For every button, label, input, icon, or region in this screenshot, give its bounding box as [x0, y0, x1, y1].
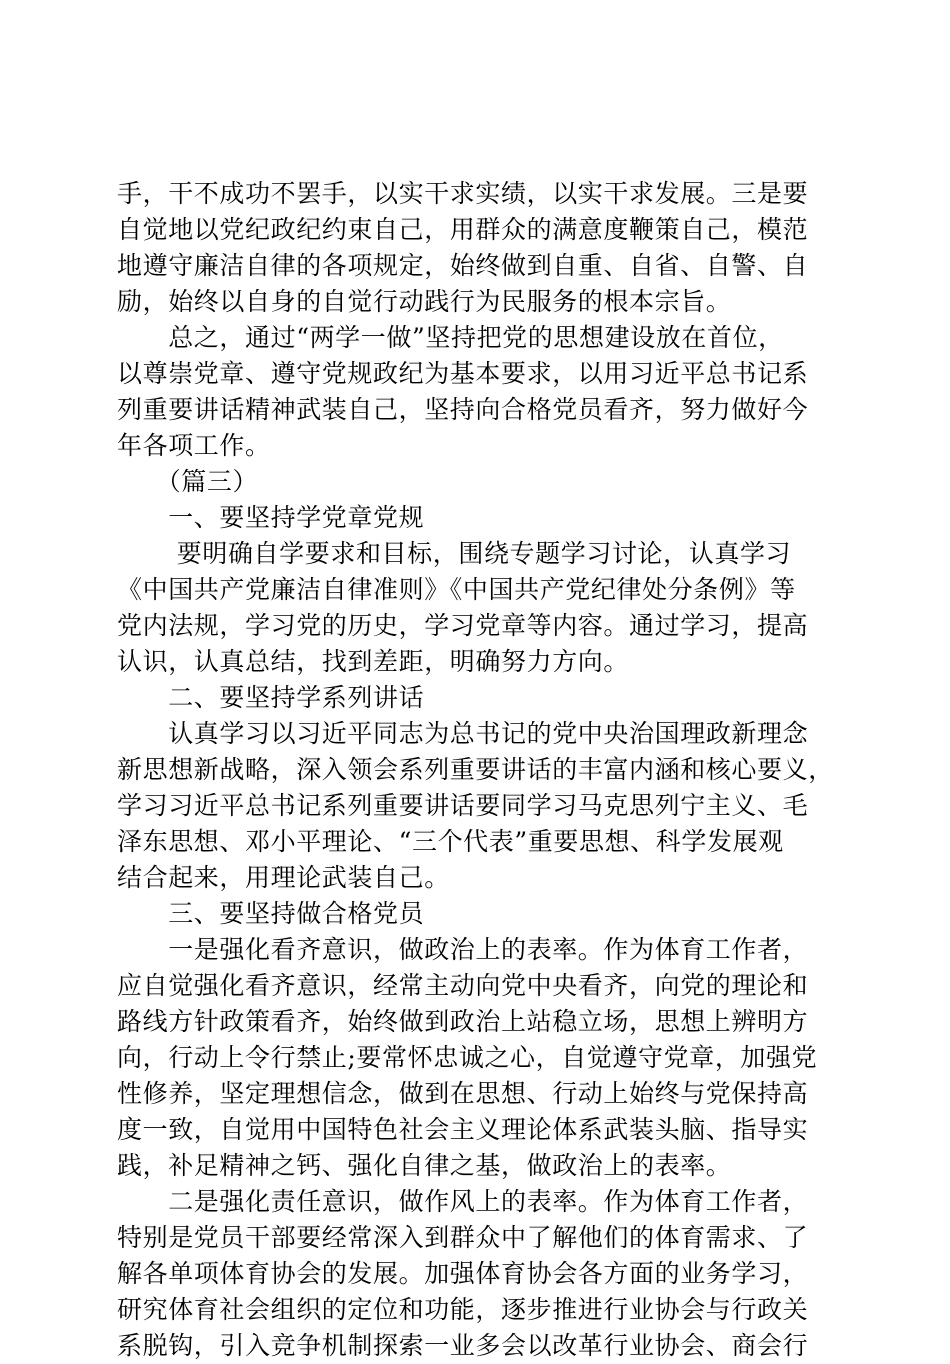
text-line-4: 励，始终以自身的自觉行动践行为民服务的根本宗旨。 [117, 287, 732, 316]
text-line-6: 以尊崇党章、遵守党规政纪为基本要求，以用习近平总书记系 [117, 359, 809, 388]
text-line-29: 二是强化责任意识，做作风上的表率。作为体育工作者， [117, 1187, 809, 1216]
text-line-1: 手，干不成功不罢手，以实干求实绩，以实干求发展。三是要 [117, 179, 809, 208]
text-line-11: 要明确自学要求和目标，围绕专题学习讨论，认真学习 [117, 539, 792, 568]
section-heading-3: 三、要坚持做合格党员 [117, 899, 425, 928]
text-line-2: 自觉地以党纪政纪约束自己，用群众的满意度鞭策自己，模范 [117, 215, 809, 244]
text-line-16: 认真学习以习近平同志为总书记的党中央治国理政新理念 [117, 719, 809, 748]
text-line-23: 应自觉强化看齐意识，经常主动向党中央看齐，向党的理论和 [117, 971, 809, 1000]
text-line-18: 学习习近平总书记系列重要讲话要同学习马克思列宁主义、毛 [117, 791, 809, 820]
text-line-14: 认识，认真总结，找到差距，明确努力方向。 [117, 647, 630, 676]
text-line-24: 路线方针政策看齐，始终做到政治上站稳立场，思想上辨明方 [117, 1007, 809, 1036]
text-line-32: 研究体育社会组织的定位和功能，逐步推进行业协会与行政关 [117, 1295, 809, 1324]
text-line-12: 《中国共产党廉洁自律准则》《中国共产党纪律处分条例》等 [117, 575, 796, 604]
section-heading-1: 一、要坚持学党章党规 [117, 503, 425, 532]
text-line-27: 度一致，自觉用中国特色社会主义理论体系武装头脑、指导实 [117, 1115, 809, 1144]
section-heading-2: 二、要坚持学系列讲话 [117, 683, 425, 712]
text-line-25: 向，行动上令行禁止;要常怀忠诚之心，自觉遵守党章，加强党 [117, 1043, 818, 1072]
text-line-30: 特别是党员干部要经常深入到群众中了解他们的体育需求、了 [117, 1223, 809, 1252]
text-line-17: 新思想新战略，深入领会系列重要讲话的丰富内涵和核心要义， [117, 755, 834, 784]
text-line-26: 性修养，坚定理想信念，做到在思想、行动上始终与党保持高 [117, 1079, 809, 1108]
text-line-31: 解各单项体育协会的发展。加强体育协会各方面的业务学习， [117, 1259, 809, 1288]
text-line-33: 系脱钩，引入竞争机制探索一业多会以改革行业协会、商会行 [117, 1331, 809, 1360]
section-heading-pian-san: （篇三） [117, 467, 259, 496]
text-line-20: 结合起来，用理论武装自己。 [117, 863, 450, 892]
text-line-13: 党内法规，学习党的历史，学习党章等内容。通过学习，提高 [117, 611, 809, 640]
text-line-19: 泽东思想、邓小平理论、“三个代表”重要思想、科学发展观 [117, 827, 784, 856]
text-line-5: 总之，通过“两学一做”坚持把党的思想建设放在首位， [117, 323, 784, 352]
text-line-28: 践，补足精神之钙、强化自律之基，做政治上的表率。 [117, 1151, 732, 1180]
text-line-22: 一是强化看齐意识，做政治上的表率。作为体育工作者， [117, 935, 809, 964]
text-line-3: 地遵守廉洁自律的各项规定，始终做到自重、自省、自警、自 [117, 251, 809, 280]
text-line-7: 列重要讲话精神武装自己，坚持向合格党员看齐，努力做好今 [117, 395, 809, 424]
text-line-8: 年各项工作。 [117, 431, 271, 460]
